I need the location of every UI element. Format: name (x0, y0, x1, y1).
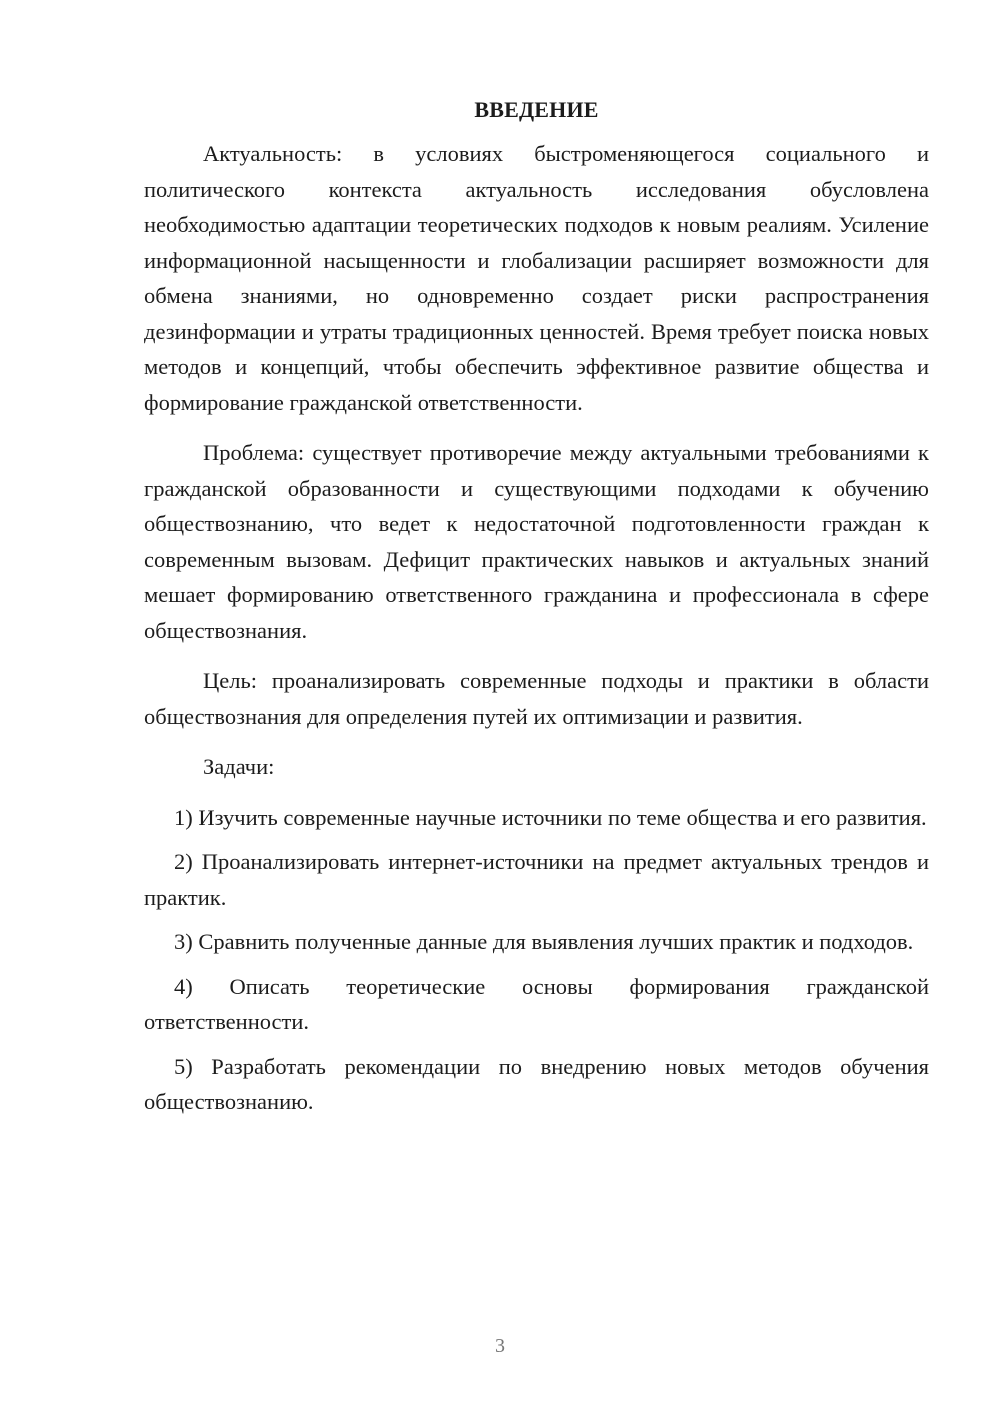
page-number: 3 (495, 1335, 505, 1357)
task-item-1: 1) Изучить современные научные источники по теме общества и его развития. (174, 804, 927, 830)
page-content (144, 94, 929, 1129)
task-item-4: 4) Описать теоретические основы формирования гражданской ответственности. (144, 973, 929, 1034)
relevance-paragraph: Актуальность: в условиях быстроменяющегося социального и политического контекста актуальность исследования обусловлена необходимостью адаптации теоретических подходов к новым реалиям. Усиление информационной насыщенности и глобализации расширяет возможности для обмена знаниями, но одновременно создает риски распространения дезинформации и утраты традиционных ценностей. Время требует поиска новых методов и концепций, чтобы обеспечить эффективное развитие общества и формирование гражданской ответственности. (144, 141, 929, 415)
tasks-list (144, 800, 929, 1120)
task-item-5: 5) Разработать рекомендации по внедрению новых методов обучения обществознанию. (144, 1053, 929, 1114)
section-heading: ВВЕДЕНИЕ (474, 97, 599, 122)
tasks-heading: Задачи: (203, 754, 275, 779)
task-item-2: 2) Проанализировать интернет-источники на предмет актуальных трендов и практик. (144, 849, 929, 910)
task-item-3: 3) Сравнить полученные данные для выявления лучших практик и подходов. (174, 929, 914, 954)
goal-paragraph: Цель: проанализировать современные подходы и практики в области обществознания для определения путей их оптимизации и развития. (144, 668, 929, 729)
problem-paragraph: Проблема: существует противоречие между актуальными требованиями к гражданской образованности и существующими подходами к обучению обществознанию, что ведет к недостаточной подготовленности граждан к современным вызовам. Дефицит практических навыков и актуальных знаний мешает формированию ответственного гражданина и профессионала в сфере обществознания. (144, 440, 929, 643)
